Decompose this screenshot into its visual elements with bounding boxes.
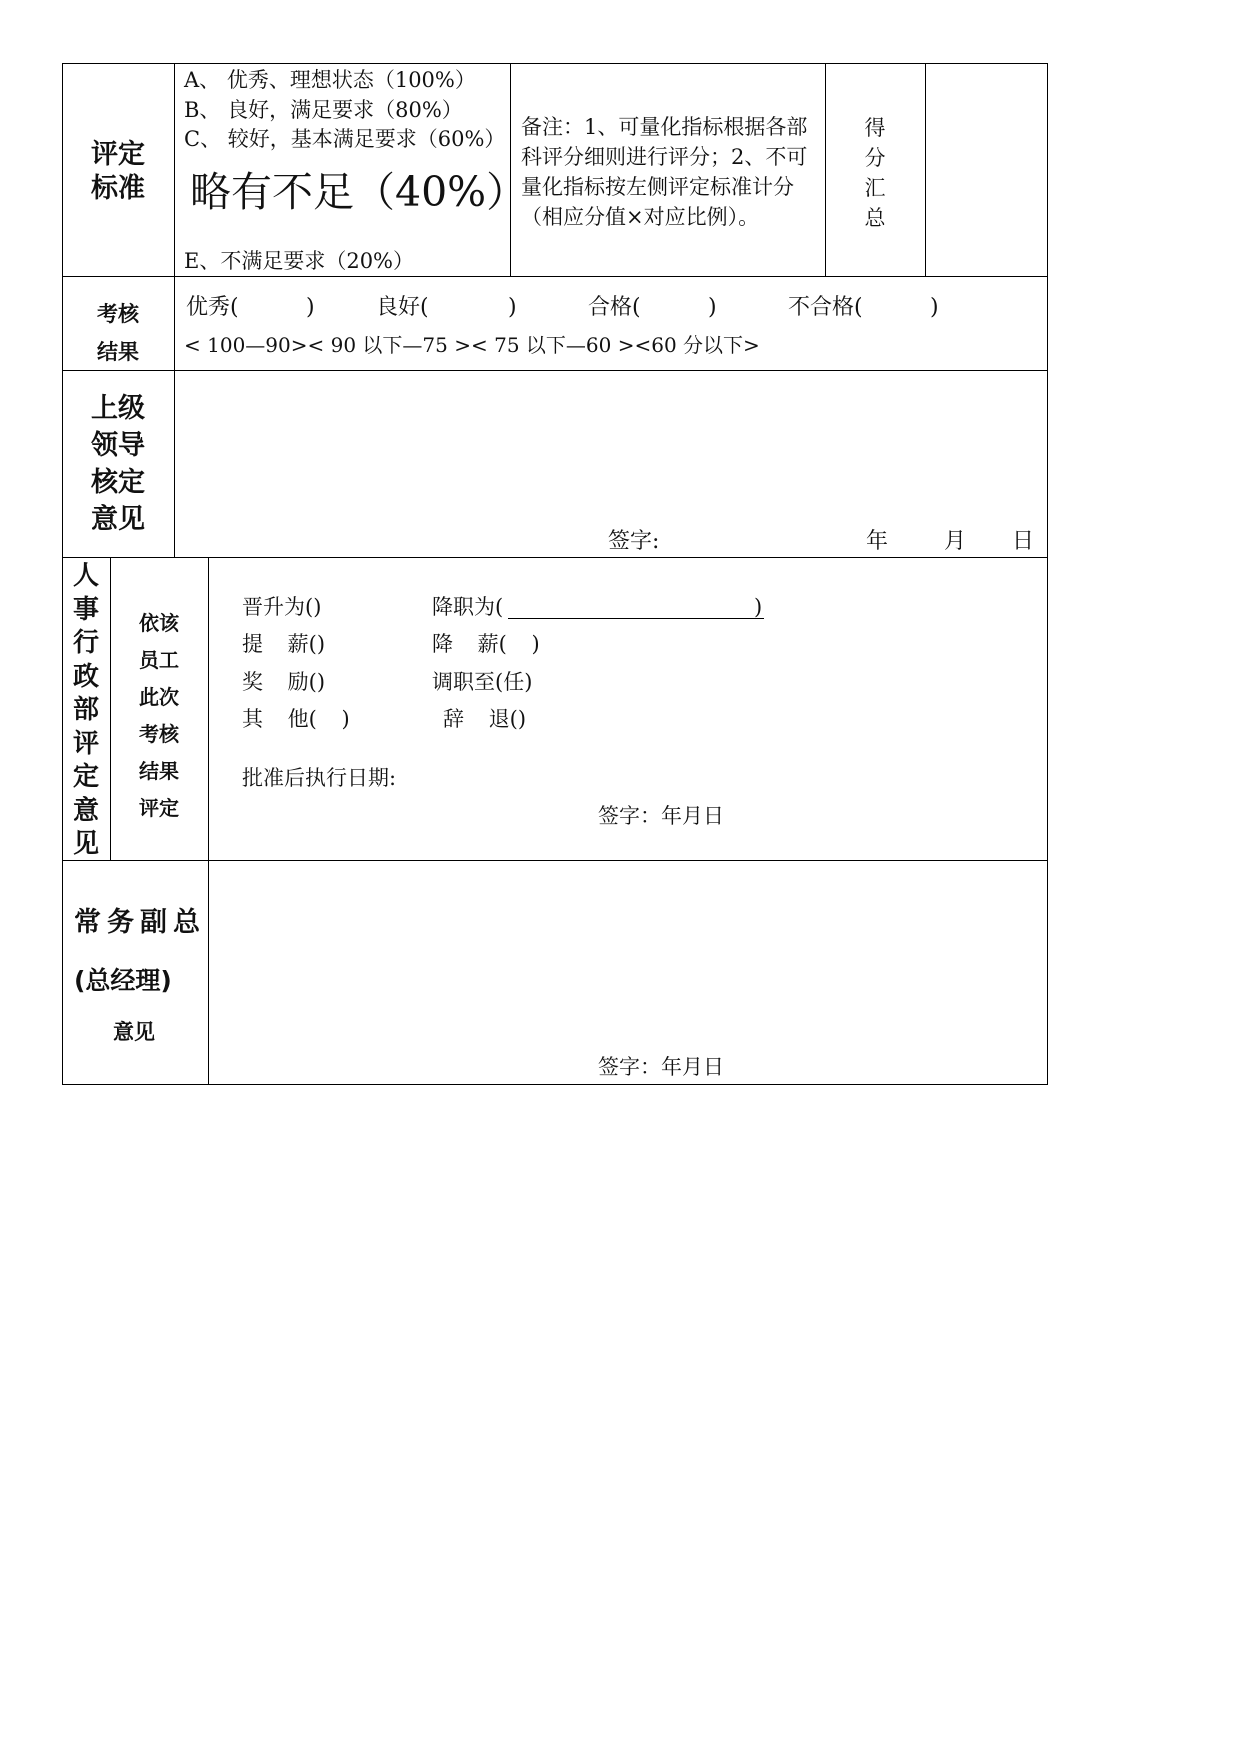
demote-close: ) [754,595,763,619]
gm-opinion-label: 意见 [113,1020,155,1044]
execution-date-label: 批准后执行日期: [242,766,397,790]
superior-label-line: 核定 [91,467,145,498]
hr-sub-line: 评定 [139,796,179,820]
result-label-line2: 结果 [97,340,139,364]
hr-sub-line: 结果 [139,759,179,783]
hr-dept-char: 行 [72,628,99,658]
pay-cut-option[interactable]: 降 薪( ) [432,632,540,656]
hr-dept-char: 定 [72,762,99,792]
hr-sub-line: 依该 [139,611,179,635]
result-excellent-close: ) [306,295,315,320]
gm-subtitle: (总经理) [74,966,172,995]
result-score-ranges: < 100—90>< 90 以下—75 >< 75 以下—60 ><60 分以下> [184,333,760,357]
score-label-char: 汇 [864,176,886,200]
hr-sub-line: 考核 [139,722,179,746]
standard-note [521,112,821,232]
reward-option[interactable]: 奖 励() [242,670,326,694]
grade-e: E、不满足要求（20%） [184,249,415,273]
result-good-close: ) [508,295,517,320]
hr-sub-line: 员工 [139,648,179,672]
superior-opinion-area[interactable] [177,373,1045,523]
result-pass-close: ) [708,295,717,320]
superior-day-label: 日 [1012,529,1035,554]
row-divider [62,860,1048,861]
hr-dept-char: 事 [72,594,99,625]
grade-a: A、 优秀、理想状态（100%） [184,68,476,92]
standard-label-line1: 评定 [91,139,145,170]
other-option[interactable]: 其 他( ) [242,707,350,731]
hr-sub-label [110,605,208,827]
promote-option[interactable]: 晋升为() [242,595,322,619]
score-total-cell[interactable] [927,65,1046,275]
column-divider [174,63,175,557]
note-line: 备注：1、可量化指标根据各部 [521,115,808,139]
hr-dept-char: 政 [72,661,99,692]
superior-label-line: 意见 [91,504,145,535]
score-label-char: 得 [864,116,886,140]
score-total-label [825,113,925,233]
result-fail[interactable]: 不合格( [788,295,863,320]
superior-sign-label: 签字: [608,529,660,554]
superior-label-line: 上级 [91,393,145,424]
grade-c: C、 较好，基本满足要求（60%） [184,127,506,151]
score-label-char: 总 [864,206,886,230]
gm-opinion-area[interactable] [211,863,1045,1043]
score-label-char: 分 [864,146,886,170]
hr-sub-line: 此次 [139,685,179,709]
hr-dept-char: 见 [72,829,99,859]
result-excellent[interactable]: 优秀( [186,295,239,320]
note-line: （相应分值×对应比例）。 [521,205,760,229]
result-fail-close: ) [930,295,939,320]
row-divider [62,557,1048,558]
superior-label-line: 领导 [91,430,145,461]
gm-sign-label: 签字：年月日 [598,1055,724,1079]
standard-label [62,138,174,206]
hr-dept-label [62,560,110,862]
grade-d: 略有不足（40%） [190,168,528,216]
superior-year-label: 年 [866,529,889,554]
standard-label-line2: 标准 [91,173,145,204]
column-divider [208,557,209,1085]
gm-title: 常务副总 [74,907,206,938]
note-line: 量化指标按左侧评定标准计分 [521,175,794,199]
result-label [62,295,174,371]
transfer-option[interactable]: 调职至(任) [432,670,533,694]
hr-sign-label: 签字：年月日 [598,804,724,828]
note-line: 科评分细则进行评分；2、不可 [521,145,808,169]
hr-dept-char: 人 [72,561,99,591]
column-divider [925,63,926,276]
row-divider [62,276,1048,277]
grade-b: B、 良好，满足要求（80%） [184,98,463,122]
demote-underline [508,618,764,619]
result-pass[interactable]: 合格( [588,295,641,320]
hr-dept-char: 意 [72,795,99,826]
dismiss-option[interactable]: 辞 退() [443,707,527,731]
hr-dept-char: 评 [72,728,99,759]
row-divider [62,370,1048,371]
superior-month-label: 月 [944,529,967,554]
hr-dept-char: 部 [72,695,99,725]
raise-option[interactable]: 提 薪() [242,632,326,656]
demote-option[interactable]: 降职为( [432,595,504,619]
superior-label [62,390,174,538]
result-label-line1: 考核 [97,302,139,326]
result-good[interactable]: 良好( [376,295,429,320]
